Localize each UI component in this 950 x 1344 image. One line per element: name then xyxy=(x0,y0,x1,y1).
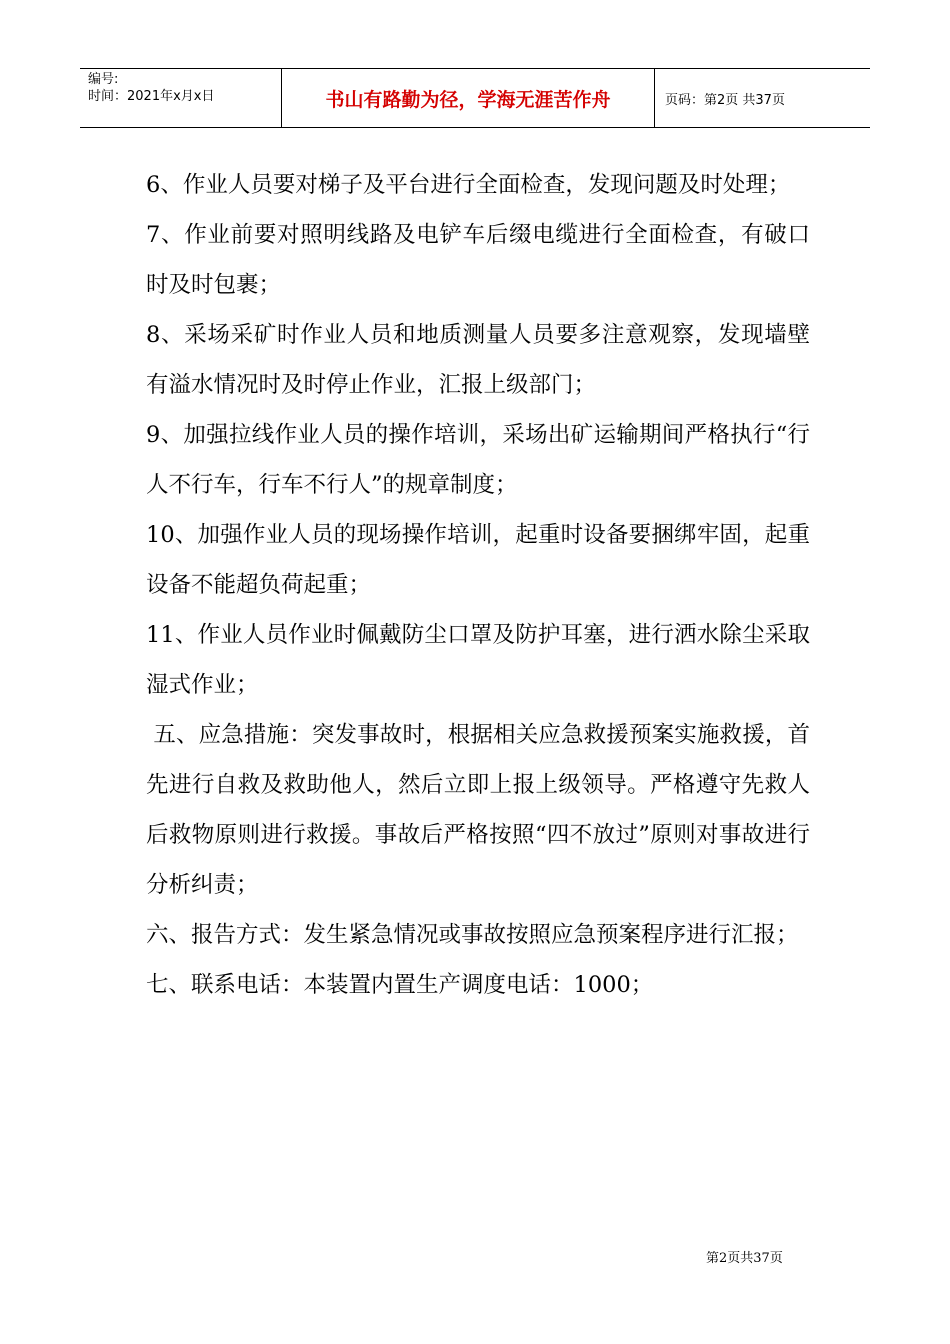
paragraph-item-9: 9、加强拉线作业人员的操作培训，采场出矿运输期间严格执行“行人不行车，行车不行人”的规章制度； xyxy=(146,422,810,498)
page-footer: 第2页共37页 xyxy=(706,1251,783,1266)
page-header xyxy=(80,68,870,128)
paragraph-emergency-measures: 五、应急措施：突发事故时，根据相关应急救援预案实施救援，首先进行自救及救助他人，然后立即上报上级领导。严格遵守先救人后救物原则进行救援。事故后严格按照“四不放过”原则对事故进行分析纠责； xyxy=(146,722,810,898)
paragraph-item-10: 10、加强作业人员的现场操作培训，起重时设备要捆绑牢固，起重设备不能超负荷起重； xyxy=(146,522,810,598)
header-page-number: 页码：第2页 共37页 xyxy=(665,92,785,108)
paragraph-report-method: 六、报告方式：发生紧急情况或事故按照应急预案程序进行汇报； xyxy=(146,922,799,948)
document-body xyxy=(146,160,810,1010)
paragraph-contact-phone: 七、联系电话：本装置内置生产调度电话：1000； xyxy=(146,972,654,998)
paragraph-item-7: 7、作业前要对照明线路及电铲车后缀电缆进行全面检查，有破口时及时包裹； xyxy=(146,222,810,298)
paragraph-item-6: 6、作业人员要对梯子及平台进行全面检查，发现问题及时处理； xyxy=(146,172,791,198)
paragraph-item-11: 11、作业人员作业时佩戴防尘口罩及防护耳塞，进行洒水除尘采取湿式作业； xyxy=(146,622,810,698)
paragraph-item-8: 8、采场采矿时作业人员和地质测量人员要多注意观察，发现墙壁有溢水情况时及时停止作业，汇报上级部门； xyxy=(146,322,810,398)
header-motto: 书山有路勤为径，学海无涯苦作舟 xyxy=(282,69,655,127)
header-meta xyxy=(80,69,282,127)
document-time-label: 时间：2021年x月x日 xyxy=(88,89,215,104)
document-number-label: 编号: xyxy=(88,72,119,87)
